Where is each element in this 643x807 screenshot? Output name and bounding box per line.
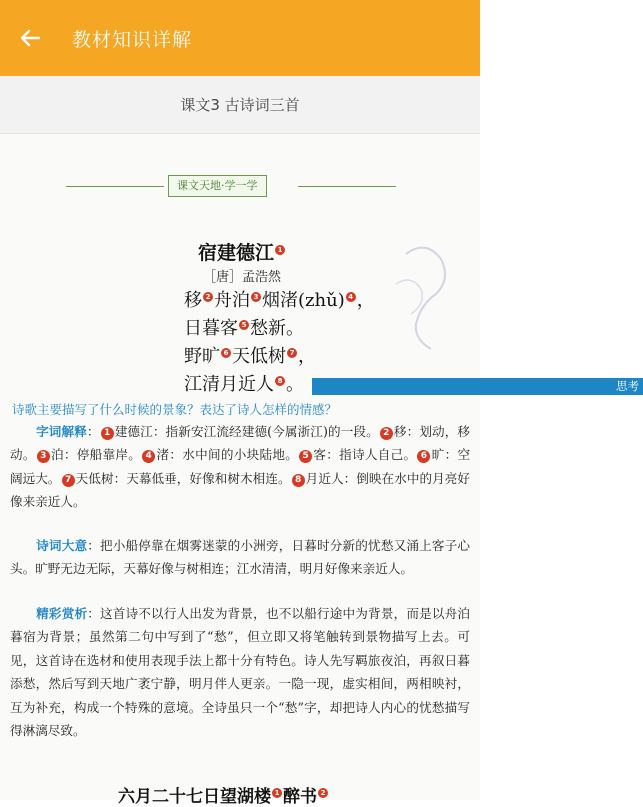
appreciation-label: 精彩赏析 xyxy=(36,606,88,621)
appreciation-paragraph: 精彩赏析：这首诗不以行人出发为背景，也不以船行途中为背景，而是以舟泊暮宿为背景；虽然第二句中写到了“愁”，但立即又将笔触转到景物描写上去。可见，这首诗在选材和使用表现手法上都十分有特色。诗人先写羁旅夜泊，再叙日暮添愁，然后写到天地广袤宁静，明月伴人更亲。一隐一现，虚实相间，两相映衬，互为补充，构成一个特殊的意境。全诗虽只一个“愁”字，却把诗人内心的忧愁描写得淋漓尽致。 xyxy=(10,606,471,739)
lesson-header xyxy=(0,76,480,134)
meaning-paragraph: 诗词大意：把小船停靠在烟雾迷蒙的小洲旁，日暮时分新的忧愁又涌上客子心头。旷野无边无际，天幕好像与树相连；江水清清，明月好像来亲近人。 xyxy=(10,538,471,577)
page-title: 教材知识详解 xyxy=(72,28,193,51)
think-question: 思考诗歌主要描写了什么时候的景象？表达了诗人怎样的情感？ xyxy=(12,374,470,422)
app-bar xyxy=(0,0,480,76)
divider xyxy=(298,186,396,187)
next-poem-title: 六月二十七日望湖楼 1 醉书 2 xyxy=(118,782,329,807)
poem-author: ［唐］孟浩然 xyxy=(203,270,282,285)
arrow-left-icon xyxy=(19,27,41,49)
decorative-sketch xyxy=(386,234,458,354)
lesson-title: 课文3 古诗词三首 xyxy=(180,96,300,114)
textbook-page xyxy=(0,134,639,807)
think-tag: 思考 xyxy=(312,378,643,395)
divider xyxy=(66,186,164,187)
poem-line: 野旷 6 天低树 7 ， xyxy=(184,346,316,367)
poem-title: 宿建德江 1 xyxy=(198,238,286,265)
back-button[interactable] xyxy=(0,0,60,76)
section-banner-label: 课文天地·学一学 xyxy=(168,175,267,197)
poem-line: 移 2 舟泊 3 烟渚(zhǔ) 4 ， xyxy=(184,290,375,311)
poem-line: 江清月近人 8 。 xyxy=(184,374,304,395)
poem-line: 日暮客 5 愁新。 xyxy=(184,318,304,339)
meaning-label: 诗词大意 xyxy=(36,538,88,553)
glossary-paragraph: 字词解释： 1 建德江：指新安江流经建德(今属浙江)的一段。 2 移：划动，移动。 3 泊：停船靠岸。 4 渚：水中间的小块陆地。 5 客：指诗人自己。 6 旷：空阔远大。 7 天低树：天幕低垂，好像和树木相连。 8 月近人：倒映在水中的月亮好像来亲近人。 xyxy=(10,424,471,510)
section-banner xyxy=(66,174,396,198)
glossary-label: 字词解释 xyxy=(36,424,87,439)
